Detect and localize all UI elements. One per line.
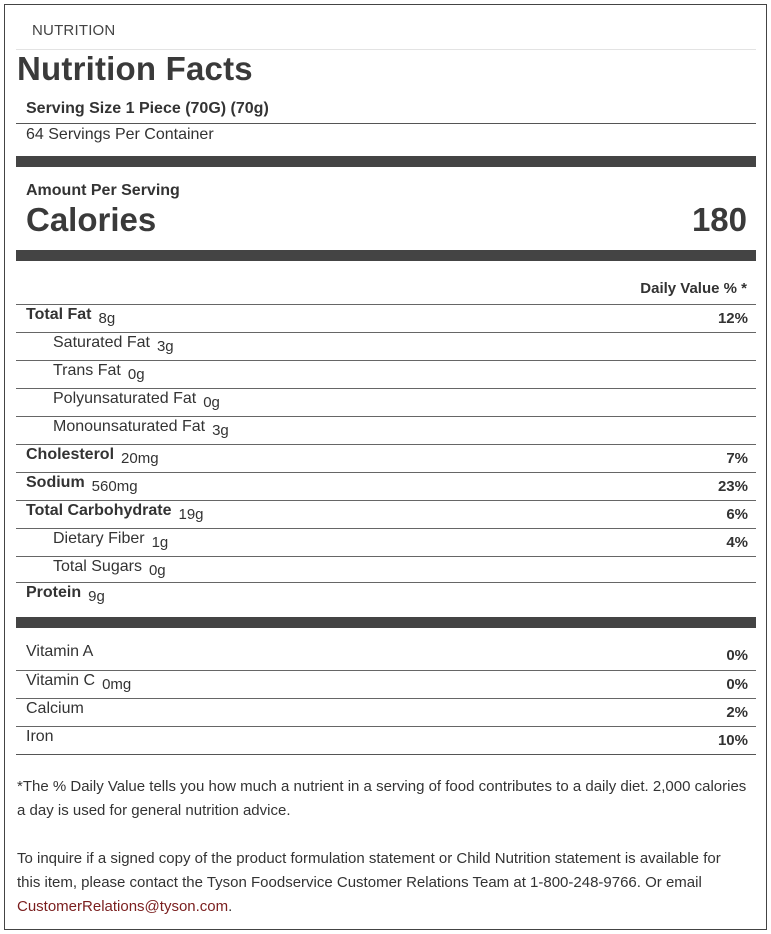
- nutrient-amount: 560mg: [91, 478, 138, 495]
- nutrient-row-sodium: [16, 472, 756, 500]
- nutrient-amount: 0g: [148, 562, 166, 579]
- nutrient-name: Saturated Fat 3g: [53, 334, 174, 355]
- vitamin-dv: 0%: [726, 676, 748, 693]
- vitamin-name: Vitamin A: [26, 643, 94, 660]
- nutrient-name: Dietary Fiber 1g: [53, 530, 169, 551]
- nutrition-facts-title: Nutrition Facts: [17, 50, 253, 87]
- calories-value: 180: [691, 201, 747, 238]
- thick-divider-calories: [16, 250, 756, 261]
- vitamin-dv: 2%: [726, 704, 748, 721]
- nutrient-row-monounsaturated-fat: [16, 416, 756, 444]
- nutrient-dv: 4%: [726, 534, 748, 551]
- nutrient-dv: 12%: [717, 310, 748, 327]
- email-link[interactable]: CustomerRelations@tyson.com: [17, 898, 229, 915]
- vitamins-bottom-divider: [16, 754, 756, 755]
- inquiry-text: To inquire if a signed copy of the product formulation statement or Child Nutrition statement is available for this item, please contact the Tyson Foodservice Customer Relations Team at 1-800-248-9766. Or email CustomerRelations@tyson.com.: [17, 850, 721, 915]
- serving-divider: [16, 123, 756, 124]
- nutrient-row-saturated-fat: [16, 332, 756, 360]
- vitamin-amount: 0mg: [102, 676, 132, 693]
- nutrient-amount: 3g: [212, 422, 229, 439]
- vitamin-row-calcium: [16, 698, 756, 726]
- thick-divider-top: [16, 156, 756, 167]
- nutrient-name: Protein 9g: [26, 584, 105, 605]
- nutrient-row-polyunsaturated-fat: [16, 388, 756, 416]
- nutrient-dv: 7%: [726, 450, 748, 467]
- nutrient-row-total-fat: [16, 304, 756, 332]
- nutrient-row-cholesterol: [16, 444, 756, 472]
- nutrient-row-total-carbohydrate: [16, 500, 756, 528]
- vitamin-row-vitamin-c: [16, 670, 756, 698]
- nutrient-row-total-sugars: [16, 556, 756, 584]
- nutrient-amount: 1g: [151, 534, 169, 551]
- nutrient-name: Total Sugars 0g: [53, 558, 166, 579]
- nutrient-row-protein: [16, 582, 756, 610]
- nutrient-amount: 0g: [127, 366, 145, 383]
- thick-divider-vitamins: [16, 617, 756, 628]
- nutrient-name: Cholesterol 20mg: [26, 446, 159, 467]
- nutrient-amount: 20mg: [121, 450, 159, 467]
- nutrient-name: Total Carbohydrate 19g: [26, 502, 204, 523]
- nutrient-dv: 23%: [717, 478, 748, 495]
- nutrient-amount: 19g: [178, 506, 204, 523]
- nutrient-row-trans-fat: [16, 360, 756, 388]
- calories-label: Calories: [26, 201, 157, 238]
- nutrient-name: Total Fat 8g: [26, 306, 116, 327]
- nutrient-amount: 0g: [203, 394, 220, 411]
- vitamin-dv: 10%: [717, 732, 748, 749]
- nutrient-amount: 3g: [156, 338, 174, 355]
- vitamin-name: Iron: [26, 728, 54, 745]
- nutrient-name: Trans Fat 0g: [53, 362, 145, 383]
- amount-per-serving: Amount Per Serving: [26, 182, 180, 199]
- vitamin-name: Calcium: [26, 700, 84, 717]
- nutrient-row-dietary-fiber: [16, 528, 756, 556]
- nutrient-name: Polyunsaturated Fat 0g: [53, 390, 220, 411]
- vitamin-dv: 0%: [726, 647, 748, 664]
- nutrient-amount: 9g: [88, 588, 105, 605]
- nutrient-dv: 6%: [726, 506, 748, 523]
- vitamin-name: Vitamin C 0mg: [26, 672, 132, 693]
- daily-value-header: Daily Value % *: [640, 280, 747, 297]
- daily-value-footnote: *The % Daily Value tells you how much a nutrient in a serving of food contributes to a daily diet. 2,000 calories a day is used for general nutrition advice.: [17, 778, 747, 819]
- serving-size: Serving Size 1 Piece (70G) (70g): [26, 100, 269, 117]
- servings-per-container: 64 Servings Per Container: [26, 126, 214, 143]
- section-label: NUTRITION: [32, 22, 116, 39]
- vitamin-row-iron: [16, 726, 756, 754]
- nutrient-name: Monounsaturated Fat 3g: [53, 418, 229, 439]
- nutrient-name: Sodium 560mg: [26, 474, 138, 495]
- vitamin-row-vitamin-a: [16, 642, 756, 670]
- nutrient-amount: 8g: [98, 310, 116, 327]
